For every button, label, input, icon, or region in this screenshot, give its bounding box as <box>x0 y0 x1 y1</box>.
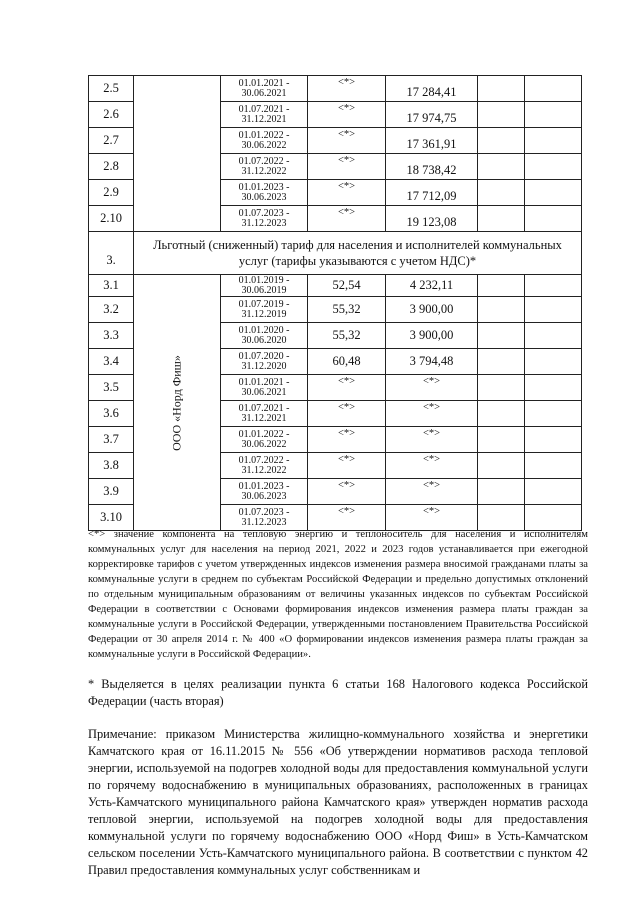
period-cell: 01.01.2019 - 30.06.2019 <box>221 275 308 297</box>
value-cell-2: 18 738,42 <box>386 154 478 180</box>
row-number: 3.8 <box>89 453 134 479</box>
empty-cell <box>478 297 525 323</box>
empty-cell <box>525 180 582 206</box>
value-cell-2: 17 284,41 <box>386 76 478 102</box>
empty-cell <box>478 275 525 297</box>
value-cell-2: 17 712,09 <box>386 180 478 206</box>
empty-cell <box>478 76 525 102</box>
empty-cell <box>525 275 582 297</box>
empty-cell <box>478 102 525 128</box>
row-number: 2.10 <box>89 206 134 232</box>
row-number: 3.9 <box>89 479 134 505</box>
value-cell-1: <*> <box>308 375 386 401</box>
period-cell: 01.01.2021 - 30.06.2021 <box>221 76 308 102</box>
value-cell-1: 55,32 <box>308 323 386 349</box>
table-row <box>89 275 582 297</box>
empty-cell <box>525 401 582 427</box>
org-cell-blank <box>134 76 221 232</box>
period-cell: 01.07.2021 - 31.12.2021 <box>221 401 308 427</box>
row-number: 3.2 <box>89 297 134 323</box>
period-cell: 01.01.2023 - 30.06.2023 <box>221 479 308 505</box>
row-number: 3.6 <box>89 401 134 427</box>
value-cell-1: <*> <box>308 401 386 427</box>
period-cell: 01.01.2020 - 30.06.2020 <box>221 323 308 349</box>
empty-cell <box>525 479 582 505</box>
period-cell: 01.01.2023 - 30.06.2023 <box>221 180 308 206</box>
value-cell-2: 4 232,11 <box>386 275 478 297</box>
period-cell: 01.07.2023 - 31.12.2023 <box>221 206 308 232</box>
empty-cell <box>478 323 525 349</box>
row-number: 2.9 <box>89 180 134 206</box>
empty-cell <box>525 128 582 154</box>
empty-cell <box>478 453 525 479</box>
tariff-table <box>88 75 582 531</box>
org-name: ООО «Норд Фиш» <box>169 354 184 451</box>
period-cell: 01.01.2021 - 30.06.2021 <box>221 375 308 401</box>
value-cell-1: <*> <box>308 479 386 505</box>
value-cell-2: <*> <box>386 479 478 505</box>
value-cell-2: <*> <box>386 401 478 427</box>
row-number: 3.10 <box>89 505 134 531</box>
value-cell-1: <*> <box>308 180 386 206</box>
section-number: 3. <box>89 232 134 275</box>
value-cell-2: 17 361,91 <box>386 128 478 154</box>
value-cell-1: <*> <box>308 453 386 479</box>
value-cell-1: 55,32 <box>308 297 386 323</box>
empty-cell <box>478 349 525 375</box>
footnote-text: <*> значение компонента на тепловую энергию и теплоноситель для населения и исполнителям коммунальных услуг для населения на период 2021, 2022 и 2023 годов устанавливается при ежегодной корректировке тарифов с учетом утвержденных индексов изменения размера вносимой гражданами платы за коммунальные услуги в среднем по субъектам Российской Федерации и предельно допустимых отклонений по отдельным муниципальным образованиям от величины указанных индексов по субъектам Российской Федерации в соответствии с Основами формирования индексов изменения размера платы граждан за коммунальные услуги в Российской Федерации, утвержденными постановлением Правительства Российской Федерации от 30 апреля 2014 г. № 400 «О формировании индексов изменения размера платы граждан за коммунальные услуги в Российской Федерации». <box>88 529 588 660</box>
empty-cell <box>478 180 525 206</box>
value-cell-1: 60,48 <box>308 349 386 375</box>
empty-cell <box>478 479 525 505</box>
empty-cell <box>525 323 582 349</box>
period-cell: 01.07.2019 - 31.12.2019 <box>221 297 308 323</box>
row-number: 3.5 <box>89 375 134 401</box>
empty-cell <box>525 349 582 375</box>
tax-note: * Выделяется в целях реализации пункта 6 статьи 168 Налогового кодекса Российской Федерации (часть вторая) <box>88 677 588 708</box>
section-title: Льготный (сниженный) тариф для населения и исполнителей коммунальных услуг (тарифы указываются с учетом НДС)* <box>134 232 582 275</box>
empty-cell <box>525 453 582 479</box>
row-number: 2.5 <box>89 76 134 102</box>
period-cell: 01.01.2022 - 30.06.2022 <box>221 427 308 453</box>
period-cell: 01.07.2020 - 31.12.2020 <box>221 349 308 375</box>
empty-cell <box>525 297 582 323</box>
value-cell-2: 17 974,75 <box>386 102 478 128</box>
empty-cell <box>525 427 582 453</box>
period-cell: 01.07.2021 - 31.12.2021 <box>221 102 308 128</box>
value-cell-2: <*> <box>386 427 478 453</box>
value-cell-1: <*> <box>308 206 386 232</box>
empty-cell <box>525 154 582 180</box>
empty-cell <box>525 206 582 232</box>
empty-cell <box>525 102 582 128</box>
period-cell: 01.07.2022 - 31.12.2022 <box>221 453 308 479</box>
table-row <box>89 76 582 102</box>
value-cell-2: <*> <box>386 453 478 479</box>
row-number: 3.4 <box>89 349 134 375</box>
row-number: 3.3 <box>89 323 134 349</box>
row-number: 3.1 <box>89 275 134 297</box>
empty-cell <box>525 375 582 401</box>
value-cell-1: <*> <box>308 128 386 154</box>
empty-cell <box>478 401 525 427</box>
value-cell-1: <*> <box>308 102 386 128</box>
value-cell-2: 3 900,00 <box>386 323 478 349</box>
empty-cell <box>478 375 525 401</box>
value-cell-1: 52,54 <box>308 275 386 297</box>
period-cell: 01.01.2022 - 30.06.2022 <box>221 128 308 154</box>
value-cell-1: <*> <box>308 154 386 180</box>
value-cell-1: <*> <box>308 76 386 102</box>
empty-cell <box>478 154 525 180</box>
value-cell-2: 3 900,00 <box>386 297 478 323</box>
row-number: 2.7 <box>89 128 134 154</box>
empty-cell <box>478 206 525 232</box>
value-cell-1: <*> <box>308 505 386 531</box>
row-number: 3.7 <box>89 427 134 453</box>
period-cell: 01.07.2023 - 31.12.2023 <box>221 505 308 531</box>
value-cell-2: 3 794,48 <box>386 349 478 375</box>
empty-cell <box>478 427 525 453</box>
value-cell-2: 19 123,08 <box>386 206 478 232</box>
value-cell-1: <*> <box>308 427 386 453</box>
empty-cell <box>525 76 582 102</box>
value-cell-2: <*> <box>386 505 478 531</box>
row-number: 2.8 <box>89 154 134 180</box>
period-cell: 01.07.2022 - 31.12.2022 <box>221 154 308 180</box>
org-name-cell <box>134 275 221 531</box>
empty-cell <box>478 128 525 154</box>
value-cell-2: <*> <box>386 375 478 401</box>
section-header-row <box>89 232 582 275</box>
row-number: 2.6 <box>89 102 134 128</box>
remark-paragraph: Примечание: приказом Министерства жилищно-коммунального хозяйства и энергетики Камчатского края от 16.11.2015 № 556 «Об утверждении нормативов расхода тепловой энергии, используемой на подогрев холодной воды для предоставления коммунальной услуги по горячему водоснабжению в муниципальных образованиях, расположенных в границах Усть-Камчатского муниципального района Камчатского края» утвержден норматив расхода тепловой энергии, используемой на подогрев холодной воды для предоставления коммунальной услуги по горячему водоснабжению ООО «Норд Фиш» в Усть-Камчатском сельском поселении Усть-Камчатского муниципального района. В соответствии с пунктом 42 Правил предоставления коммунальных услуг собственникам и <box>88 727 588 877</box>
